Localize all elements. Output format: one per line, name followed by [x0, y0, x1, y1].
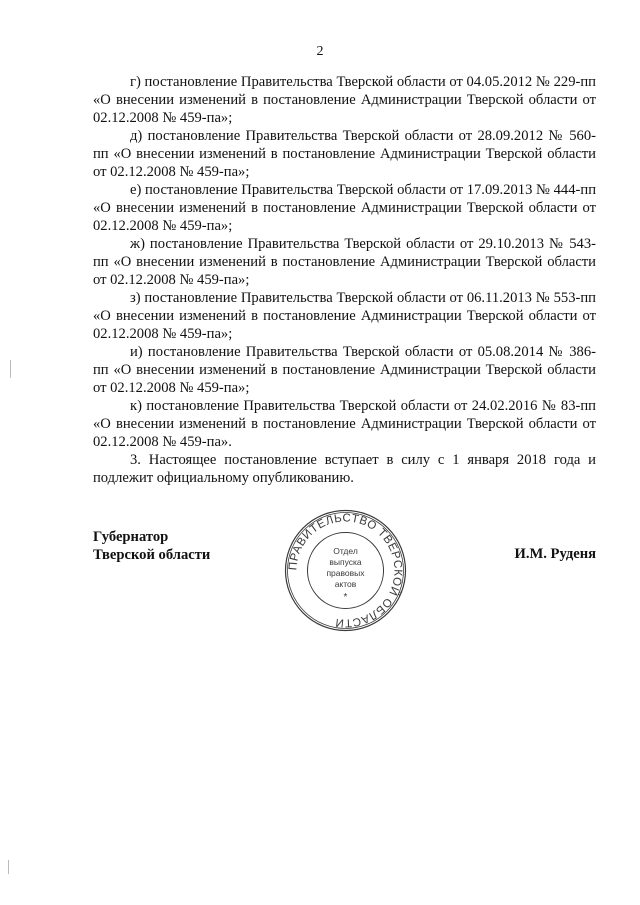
stamp-seal-graphic: [283, 508, 408, 633]
stamp-center-line-2: выпуска: [329, 557, 362, 567]
list-item-g: г) постановление Правительства Тверской области от 04.05.2012 № 229-пп «О внесении изменений в постановление Администрации Тверской области от 02.12.2008 № 459-па»;: [93, 74, 596, 126]
list-item-zh: ж) постановление Правительства Тверской области от 29.10.2013 № 543-пп «О внесении изменений в постановление Администрации Тверской области от 02.12.2008 № 459-па»;: [93, 236, 596, 288]
list-item-k: к) постановление Правительства Тверской области от 24.02.2016 № 83-пп «О внесении изменений в постановление Администрации Тверской области от 02.12.2008 № 459-па».: [93, 398, 596, 450]
list-item-d: д) постановление Правительства Тверской области от 28.09.2012 № 560-пп «О внесении изменений в постановление Администрации Тверской области от 02.12.2008 № 459-па»;: [93, 128, 596, 180]
signatory-title-line2: Тверской области: [93, 547, 211, 563]
stamp-center-line-3: правовых: [326, 568, 365, 578]
signatory-title-line1: Губернатор: [93, 529, 169, 545]
signatory-name: И.М. Руденя: [514, 546, 596, 562]
list-item-e: е) постановление Правительства Тверской области от 17.09.2013 № 444-пп «О внесении изменений в постановление Администрации Тверской области от 02.12.2008 № 459-па»;: [93, 182, 596, 234]
stamp-star-icon: *: [343, 592, 348, 603]
list-item-z: з) постановление Правительства Тверской области от 06.11.2013 № 553-пп «О внесении изменений в постановление Администрации Тверской области от 02.12.2008 № 459-па»;: [93, 290, 596, 342]
effective-date-paragraph: 3. Настоящее постановление вступает в силу с 1 января 2018 года и подлежит официальному опубликованию.: [93, 452, 596, 486]
stamp-ring-text: ПРАВИТЕЛЬСТВО ТВЕРСКОЙ ОБЛАСТИ: [287, 512, 404, 629]
list-item-i: и) постановление Правительства Тверской области от 05.08.2014 № 386-пп «О внесении изменений в постановление Администрации Тверской области от 02.12.2008 № 459-па»;: [93, 344, 596, 396]
official-stamp: [283, 508, 408, 633]
document-body: [93, 73, 596, 487]
stamp-center-line-4: актов: [334, 579, 357, 589]
scan-margin-mark: [10, 360, 11, 378]
signatory-title: [93, 528, 210, 564]
scan-margin-mark: [8, 860, 9, 874]
stamp-center-line-1: Отдел: [333, 546, 358, 556]
page-number: 2: [316, 44, 324, 59]
